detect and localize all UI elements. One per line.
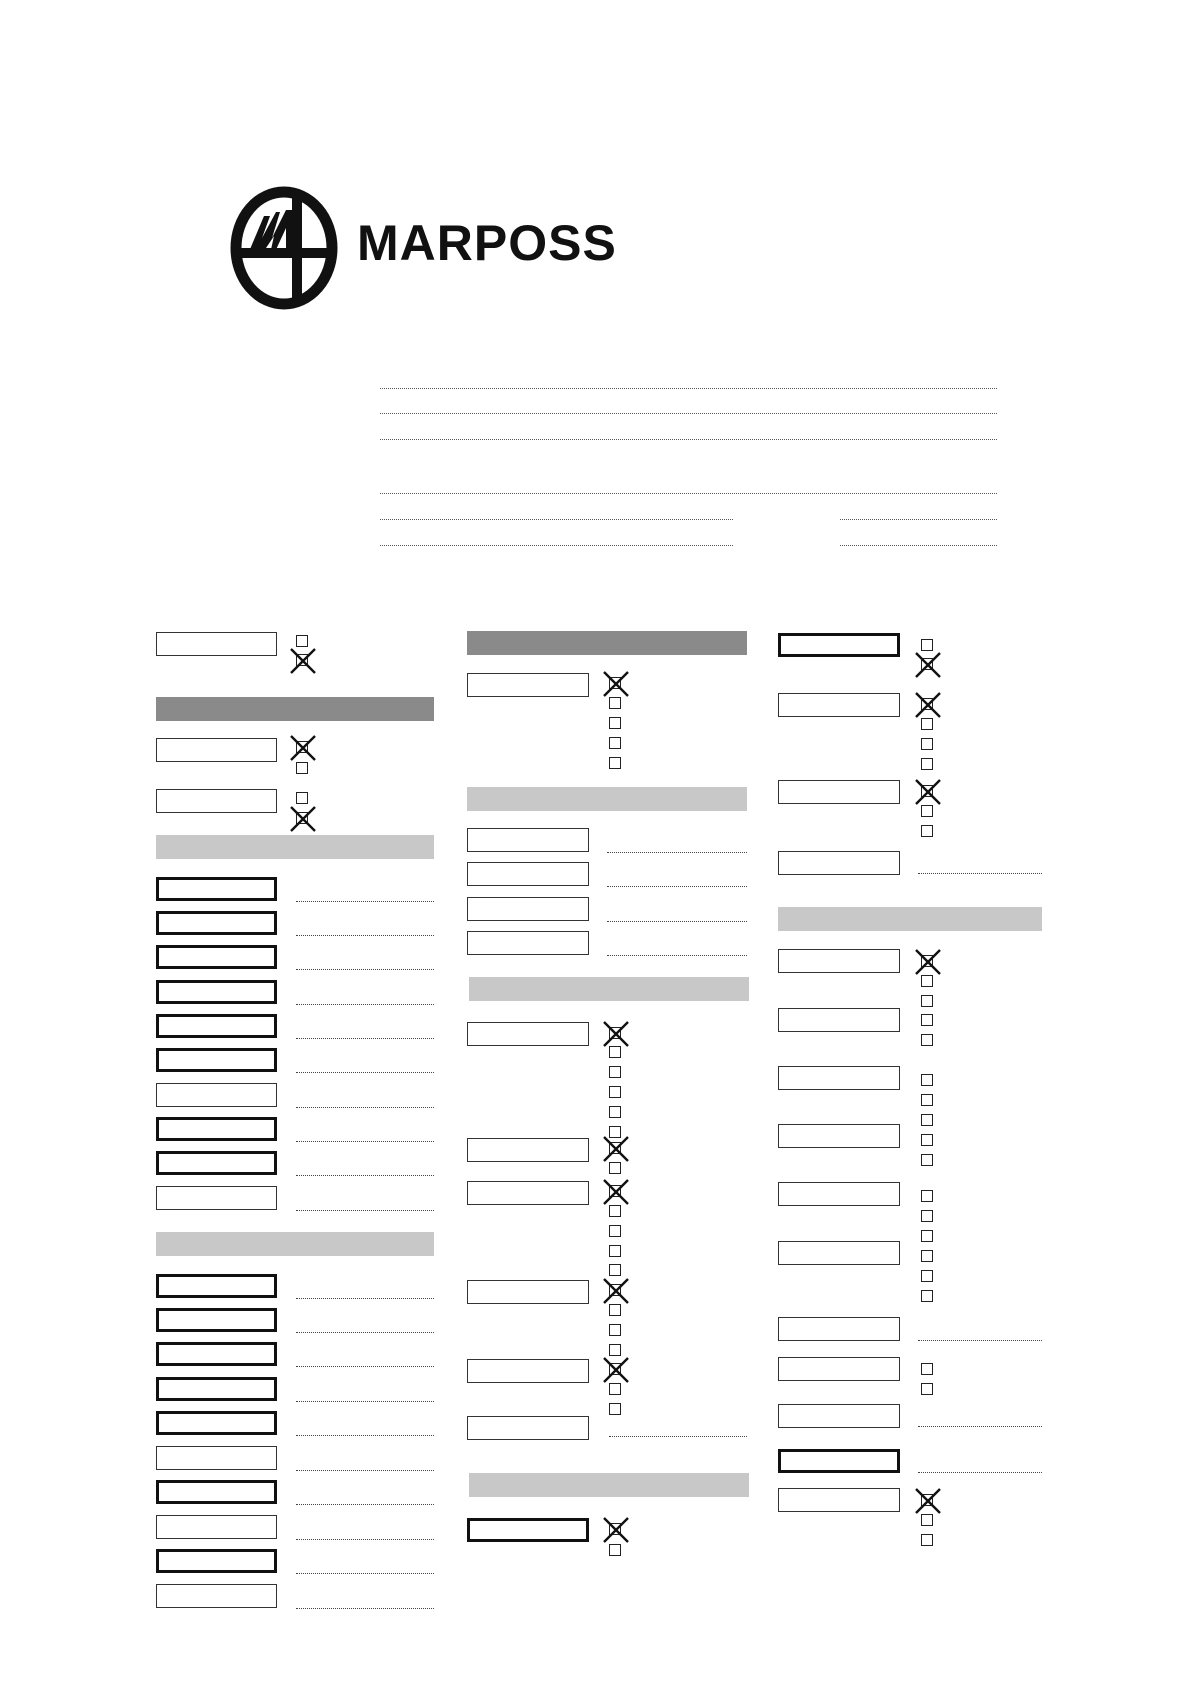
checkbox[interactable]: [921, 1114, 933, 1126]
header-line-1[interactable]: [380, 388, 997, 389]
checkbox[interactable]: [921, 1270, 933, 1282]
checkbox[interactable]: [609, 1264, 621, 1276]
section-bar-col2-4: [469, 1473, 749, 1497]
input-field[interactable]: [156, 1515, 277, 1539]
input-field[interactable]: [156, 789, 277, 813]
section-bar-col1-2: [156, 835, 434, 859]
checkbox[interactable]: [921, 1014, 933, 1026]
input-field[interactable]: [467, 828, 589, 852]
header-line-6a[interactable]: [380, 545, 733, 546]
checkbox-checked[interactable]: [609, 1027, 621, 1039]
answer-line[interactable]: [609, 1436, 747, 1437]
answer-line[interactable]: [296, 1210, 434, 1211]
checkbox[interactable]: [921, 1230, 933, 1242]
input-field[interactable]: [156, 1151, 277, 1175]
input-field[interactable]: [156, 945, 277, 969]
input-field[interactable]: [778, 1124, 900, 1148]
input-field[interactable]: [156, 738, 277, 762]
checkbox-checked[interactable]: [296, 654, 308, 666]
checkbox[interactable]: [921, 1034, 933, 1046]
checkbox[interactable]: [609, 1046, 621, 1058]
checkbox-checked[interactable]: [921, 1494, 933, 1506]
checkbox-checked[interactable]: [296, 812, 308, 824]
input-field[interactable]: [778, 1404, 900, 1428]
answer-line[interactable]: [296, 1401, 434, 1402]
section-bar-col2-2: [467, 787, 747, 811]
input-field[interactable]: [467, 931, 589, 955]
checkbox-checked[interactable]: [609, 1363, 621, 1375]
checkbox[interactable]: [609, 697, 621, 709]
input-field[interactable]: [156, 1549, 277, 1573]
answer-line[interactable]: [296, 1435, 434, 1436]
answer-line[interactable]: [296, 1107, 434, 1108]
checkbox-checked[interactable]: [609, 1523, 621, 1535]
checkbox[interactable]: [609, 1383, 621, 1395]
checkbox[interactable]: [609, 1304, 621, 1316]
header-line-4[interactable]: [380, 493, 997, 494]
input-field[interactable]: [778, 1066, 900, 1090]
input-field[interactable]: [156, 1480, 277, 1504]
answer-line[interactable]: [296, 1175, 434, 1176]
checkbox[interactable]: [921, 1134, 933, 1146]
checkbox[interactable]: [921, 1290, 933, 1302]
input-field[interactable]: [467, 897, 589, 921]
checkbox[interactable]: [921, 1534, 933, 1546]
input-field[interactable]: [778, 633, 900, 657]
input-field[interactable]: [156, 1274, 277, 1298]
checkbox-checked[interactable]: [609, 1142, 621, 1154]
input-field[interactable]: [778, 1317, 900, 1341]
checkbox-checked[interactable]: [296, 741, 308, 753]
answer-line[interactable]: [296, 1608, 434, 1609]
section-bar-col1-1: [156, 697, 434, 721]
brand-name: MARPOSS: [357, 215, 617, 271]
input-field[interactable]: [467, 1181, 589, 1205]
input-field[interactable]: [778, 1488, 900, 1512]
checkbox[interactable]: [921, 1094, 933, 1106]
answer-line[interactable]: [296, 1470, 434, 1471]
checkbox[interactable]: [921, 1250, 933, 1262]
checkbox-checked[interactable]: [921, 658, 933, 670]
checkbox[interactable]: [921, 758, 933, 770]
field-col1-top[interactable]: [156, 632, 277, 656]
checkbox[interactable]: [609, 1205, 621, 1217]
answer-line[interactable]: [918, 1340, 1042, 1341]
checkbox[interactable]: [921, 995, 933, 1007]
header-line-3[interactable]: [380, 439, 997, 440]
answer-line[interactable]: [918, 1426, 1042, 1427]
checkbox[interactable]: [296, 635, 308, 647]
input-field[interactable]: [467, 1359, 589, 1383]
checkbox-checked[interactable]: [609, 677, 621, 689]
section-bar-col1-3: [156, 1232, 434, 1256]
section-bar-col2-1: [467, 631, 747, 655]
answer-line[interactable]: [296, 1504, 434, 1505]
header-line-6b[interactable]: [840, 545, 997, 546]
input-field[interactable]: [778, 780, 900, 804]
checkbox[interactable]: [609, 1544, 621, 1556]
answer-line[interactable]: [296, 1004, 434, 1005]
checkbox[interactable]: [609, 1324, 621, 1336]
header-line-2[interactable]: [380, 413, 997, 414]
input-field[interactable]: [156, 1014, 277, 1038]
input-field[interactable]: [467, 1518, 589, 1542]
answer-line[interactable]: [607, 852, 747, 853]
marposs-logo-icon: [230, 186, 338, 310]
input-field[interactable]: [156, 1117, 277, 1141]
answer-line[interactable]: [296, 1539, 434, 1540]
answer-line[interactable]: [296, 935, 434, 936]
input-field[interactable]: [778, 1241, 900, 1265]
section-bar-col3-1: [778, 907, 1042, 931]
input-field[interactable]: [156, 1377, 277, 1401]
answer-line[interactable]: [296, 1332, 434, 1333]
answer-line[interactable]: [296, 1072, 434, 1073]
checkbox[interactable]: [296, 762, 308, 774]
input-field[interactable]: [467, 673, 589, 697]
checkbox[interactable]: [921, 1074, 933, 1086]
input-field[interactable]: [467, 862, 589, 886]
input-field[interactable]: [156, 1308, 277, 1332]
input-field[interactable]: [156, 1342, 277, 1366]
input-field[interactable]: [156, 1584, 277, 1608]
checkbox[interactable]: [296, 792, 308, 804]
input-field[interactable]: [467, 1280, 589, 1304]
answer-line[interactable]: [918, 873, 1042, 874]
checkbox[interactable]: [609, 717, 621, 729]
checkbox[interactable]: [609, 1086, 621, 1098]
input-field[interactable]: [156, 1411, 277, 1435]
checkbox[interactable]: [609, 1245, 621, 1257]
checkbox-checked[interactable]: [609, 1185, 621, 1197]
checkbox[interactable]: [921, 805, 933, 817]
checkbox[interactable]: [609, 1066, 621, 1078]
checkbox[interactable]: [921, 1154, 933, 1166]
checkbox[interactable]: [921, 1190, 933, 1202]
input-field[interactable]: [467, 1138, 589, 1162]
checkbox-checked[interactable]: [609, 1284, 621, 1296]
checkbox[interactable]: [921, 738, 933, 750]
checkbox-checked[interactable]: [921, 955, 933, 967]
checkbox[interactable]: [921, 1514, 933, 1526]
input-field[interactable]: [156, 1186, 277, 1210]
checkbox[interactable]: [921, 1210, 933, 1222]
answer-line[interactable]: [296, 1298, 434, 1299]
checkbox[interactable]: [921, 718, 933, 730]
checkbox-checked[interactable]: [921, 698, 933, 710]
input-field[interactable]: [156, 911, 277, 935]
input-field[interactable]: [778, 851, 900, 875]
input-field[interactable]: [156, 1446, 277, 1470]
header-line-5b[interactable]: [840, 519, 997, 520]
input-field[interactable]: [778, 1449, 900, 1473]
checkbox[interactable]: [921, 975, 933, 987]
answer-line[interactable]: [296, 901, 434, 902]
answer-line[interactable]: [918, 1472, 1042, 1473]
checkbox[interactable]: [609, 737, 621, 749]
answer-line[interactable]: [607, 955, 747, 956]
checkbox-checked[interactable]: [921, 785, 933, 797]
input-field[interactable]: [778, 1008, 900, 1032]
checkbox[interactable]: [609, 1225, 621, 1237]
input-field[interactable]: [778, 1357, 900, 1381]
checkbox[interactable]: [609, 1106, 621, 1118]
input-field[interactable]: [467, 1416, 589, 1440]
answer-line[interactable]: [607, 921, 747, 922]
answer-line[interactable]: [296, 1366, 434, 1367]
checkbox[interactable]: [609, 1403, 621, 1415]
checkbox[interactable]: [921, 1383, 933, 1395]
checkbox[interactable]: [609, 1162, 621, 1174]
answer-line[interactable]: [296, 1038, 434, 1039]
checkbox[interactable]: [921, 1363, 933, 1375]
answer-line[interactable]: [296, 1141, 434, 1142]
input-field[interactable]: [778, 1182, 900, 1206]
answer-line[interactable]: [607, 886, 747, 887]
input-field[interactable]: [156, 877, 277, 901]
checkbox[interactable]: [921, 639, 933, 651]
input-field[interactable]: [156, 980, 277, 1004]
input-field[interactable]: [156, 1048, 277, 1072]
input-field[interactable]: [778, 949, 900, 973]
answer-line[interactable]: [296, 1573, 434, 1574]
input-field[interactable]: [467, 1022, 589, 1046]
input-field[interactable]: [156, 1083, 277, 1107]
input-field[interactable]: [778, 693, 900, 717]
checkbox[interactable]: [609, 757, 621, 769]
answer-line[interactable]: [296, 969, 434, 970]
checkbox[interactable]: [609, 1344, 621, 1356]
header-line-5a[interactable]: [380, 519, 733, 520]
checkbox[interactable]: [921, 825, 933, 837]
section-bar-col2-3: [469, 977, 749, 1001]
